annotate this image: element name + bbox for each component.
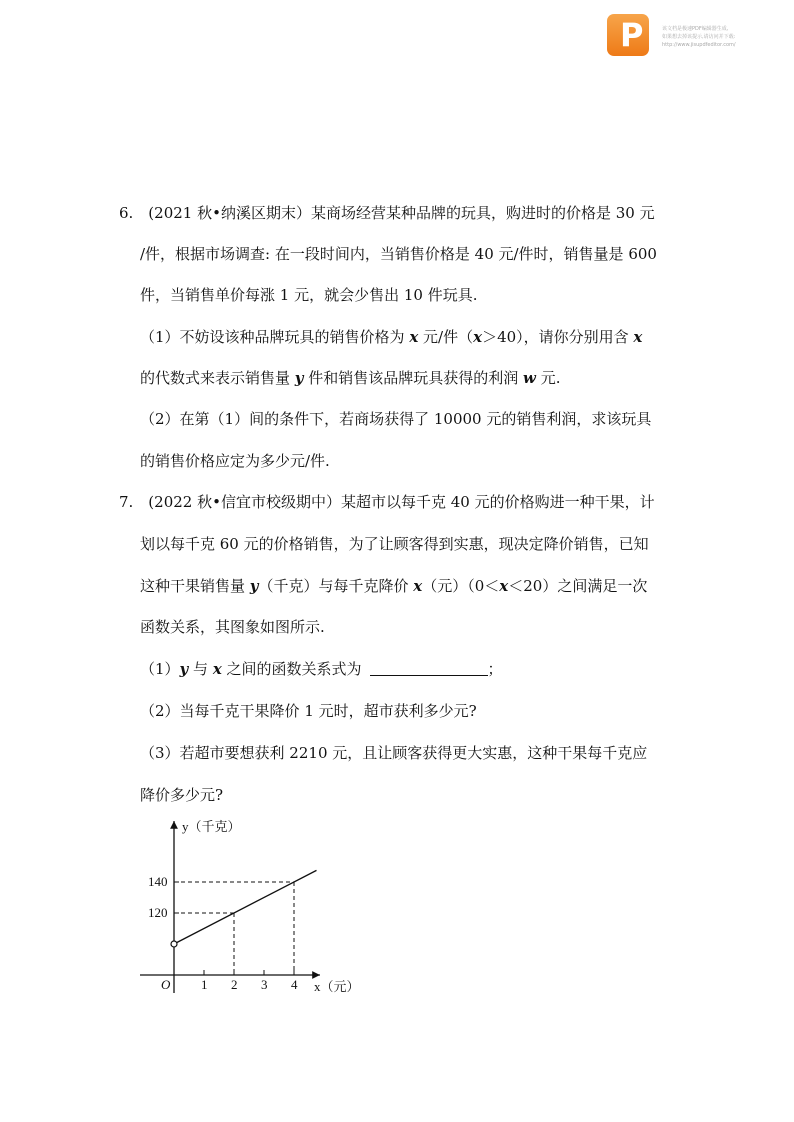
x-tick-label: 4: [291, 977, 298, 992]
answer-blank[interactable]: [370, 661, 488, 676]
q6-part1-line-2: 的代数式来表示销售量 y 件和销售该品牌玩具获得的利润 w 元.: [140, 369, 561, 387]
x-tick-label: 1: [201, 977, 208, 992]
q7-part3-line-2: 降价多少元?: [140, 786, 224, 804]
q7-line-1: 7. (2022 秋•信宜市校级期中）某超市以每千克 40 元的价格购进一种干果，计: [119, 493, 655, 511]
x-tick-label: 3: [261, 977, 268, 992]
pdf-editor-logo: P: [607, 14, 649, 56]
watermark-text: 该文档是极速PDF编辑器生成, 如果想去掉该提示,请访问并下载: http://www.jisupdfeditor.com/: [662, 26, 736, 48]
q6-line-1: 6. (2021 秋•纳溪区期末）某商场经营某种品牌的玩具，购进时的价格是 30 元: [119, 204, 655, 222]
q7-line-2: 划以每千克 60 元的价格销售，为了让顾客得到实惠，现决定降价销售，已知: [140, 535, 649, 553]
x-axis-label: x（元）: [314, 979, 360, 994]
y-tick-label: 140: [148, 874, 168, 889]
open-endpoint-circle: [171, 941, 177, 947]
function-graph: [132, 815, 372, 1000]
q6-part2-line-1: （2）在第（1）间的条件下，若商场获得了 10000 元的销售利润，求该玩具: [140, 410, 652, 428]
x-tick-label: 2: [231, 977, 238, 992]
q6-line-2: /件，根据市场调查: 在一段时间内，当销售价格是 40 元/件时，销售量是 600: [140, 245, 657, 263]
q7-part3-line-1: （3）若超市要想获利 2210 元，且让顾客获得更大实惠，这种干果每千克应: [140, 744, 648, 762]
q7-line-4: 函数关系，其图象如图所示.: [140, 618, 325, 636]
q7-part2: （2）当每千克干果降价 1 元时，超市获利多少元?: [140, 702, 477, 720]
q7-line-3: 这种干果销售量 y（千克）与每千克降价 x（元）（0＜x＜20）之间满足一次: [140, 577, 648, 595]
q6-line-3: 件，当销售单价每涨 1 元，就会少售出 10 件玩具.: [140, 286, 478, 304]
origin-label: O: [161, 977, 171, 992]
y-tick-label: 120: [148, 905, 168, 920]
q7-part1: （1）y 与 x 之间的函数关系式为 ；: [140, 660, 503, 678]
q6-part1-line-1: （1）不妨设该种品牌玩具的销售价格为 x 元/件（x＞40），请你分别用含 x: [140, 328, 643, 346]
q6-part2-line-2: 的销售价格应定为多少元/件.: [140, 452, 330, 470]
function-line: [174, 870, 317, 944]
y-axis-label: y（千克）: [182, 819, 241, 834]
